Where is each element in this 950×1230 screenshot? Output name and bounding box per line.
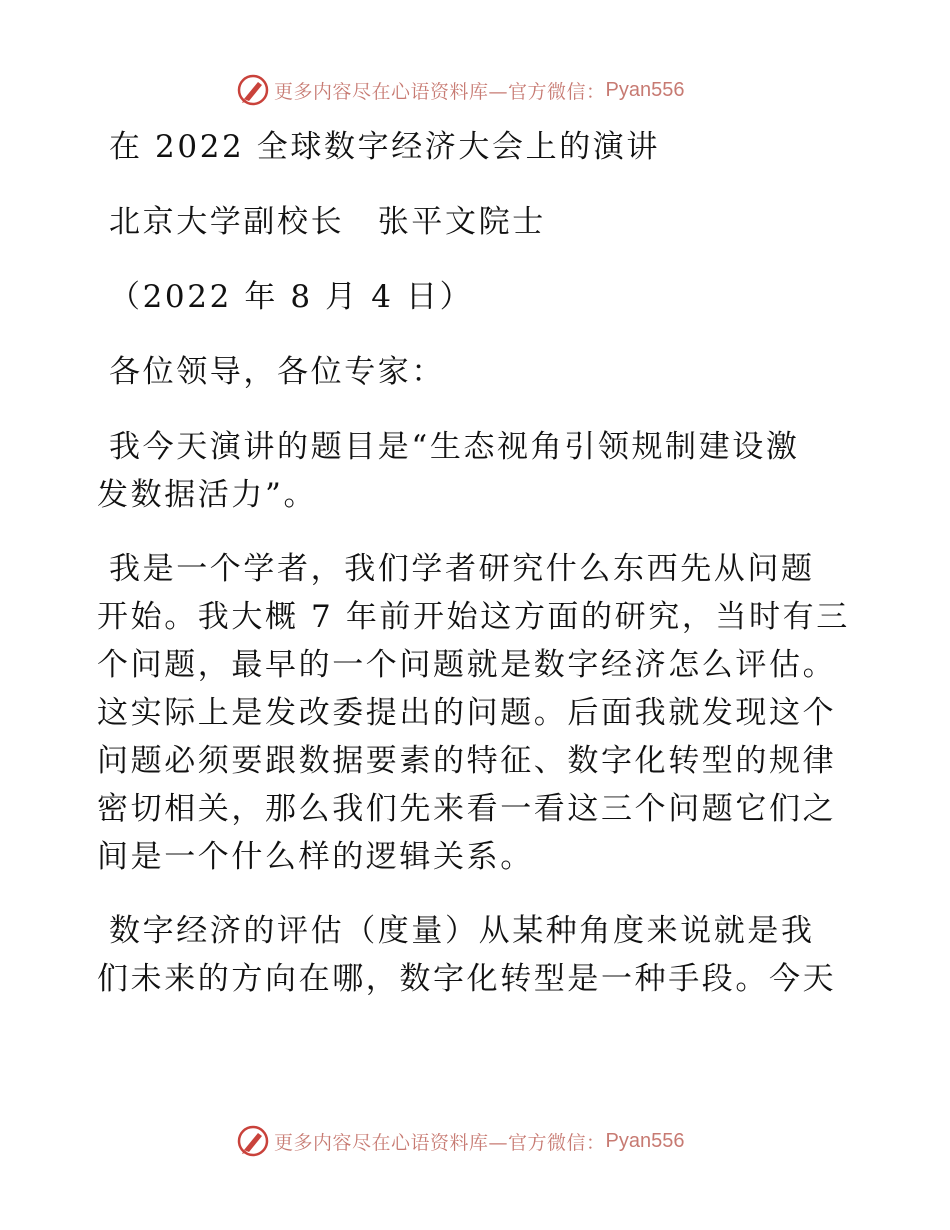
salutation: 各位领导，各位专家： — [109, 354, 445, 390]
paragraph-line: 开始。我大概 7 年前开始这方面的研究，当时有三 — [97, 599, 850, 635]
paragraph-line: 个问题，最早的一个问题就是数字经济怎么评估。 — [97, 647, 837, 683]
paragraph-line: 我今天演讲的题目是“生态视角引领规制建设激 — [109, 429, 800, 465]
paragraph-1 — [97, 423, 857, 519]
paragraph-line: 密切相关，那么我们先来看一看这三个问题它们之 — [97, 791, 837, 827]
watermark-wechat-id: Pyan556 — [605, 1129, 685, 1152]
paragraph-3 — [97, 907, 857, 1003]
speaker-line: 北京大学副校长 张平文院士 — [109, 204, 546, 240]
paragraph-line: 这实际上是发改委提出的问题。后面我就发现这个 — [97, 695, 837, 731]
paragraph-line: 数字经济的评估（度量）从某种角度来说就是我 — [109, 913, 815, 949]
watermark-text: 更多内容尽在心语资料库—官方微信： — [274, 80, 606, 103]
speech-date: （2022 年 8 月 4 日） — [109, 279, 474, 315]
header-watermark — [0, 70, 950, 110]
watermark-wechat-id: Pyan556 — [605, 78, 685, 101]
paragraph-line: 们未来的方向在哪，数字化转型是一种手段。今天 — [97, 961, 837, 997]
watermark-text: 更多内容尽在心语资料库—官方微信： — [274, 1131, 606, 1154]
pen-logo-icon — [236, 73, 270, 107]
footer-watermark — [0, 1121, 950, 1161]
pen-logo-icon — [236, 1124, 270, 1158]
paragraph-line: 发数据活力”。 — [97, 477, 318, 513]
paragraph-2 — [97, 545, 857, 881]
speech-title: 在 2022 全球数字经济大会上的演讲 — [109, 129, 660, 165]
paragraph-line: 我是一个学者，我们学者研究什么东西先从问题 — [109, 551, 815, 587]
document-body — [97, 123, 857, 1029]
paragraph-line: 问题必须要跟数据要素的特征、数字化转型的规律 — [97, 743, 837, 779]
paragraph-line: 间是一个什么样的逻辑关系。 — [97, 839, 534, 875]
